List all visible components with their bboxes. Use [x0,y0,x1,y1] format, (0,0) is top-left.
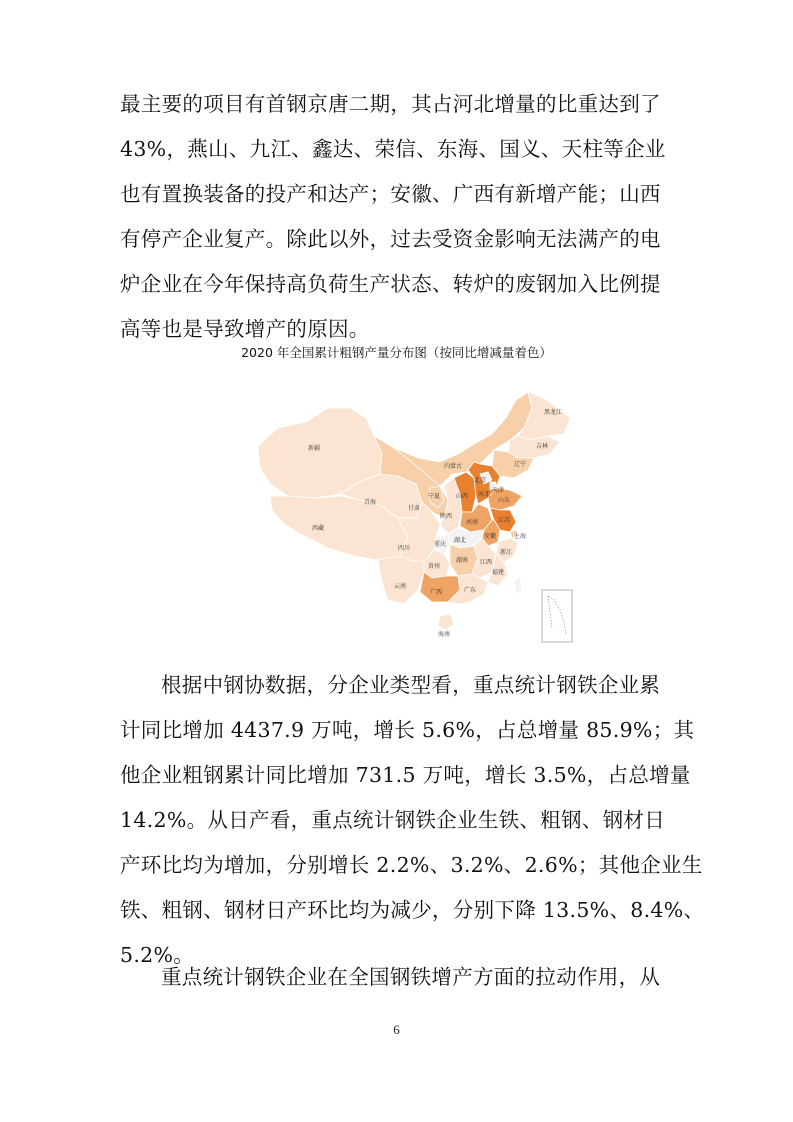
text-line: 计同比增加 4437.9 万吨，增长 5.6%，占总增量 85.9%；其 [120,718,695,742]
label-xinjiang: 新疆 [308,445,321,452]
province-hainan [438,614,454,630]
text-line: 最主要的项目有首钢京唐二期，其占河北增量的比重达到了 [120,92,661,116]
south-china-sea-inset [542,590,572,642]
label-neimenggu: 内蒙古 [444,463,463,470]
figure-caption: 2020 年全国累计粗钢产量分布图（按同比增减量着色） [241,345,552,360]
label-zhejiang: 浙江 [500,549,513,556]
text-line: 高等也是导致增产的原因。 [120,317,370,341]
label-heilongjiang: 黑龙江 [544,409,563,416]
paragraph-2 [120,663,705,978]
label-sichuan: 四川 [398,545,411,552]
label-anhui: 安徽 [484,533,497,540]
label-guangxi: 广西 [430,589,443,596]
label-tianjin: 天津 [492,487,505,494]
label-jiangxi: 江西 [480,559,493,566]
province-taiwan [514,576,522,594]
page-number: 6 [393,1022,400,1037]
paragraph-1 [120,82,680,352]
province-jilin [508,436,560,458]
label-shaanxi: 陕西 [440,513,453,520]
label-hunan: 湖南 [456,557,469,564]
text-line: 43%，燕山、九江、鑫达、荣信、东海、国义、天柱等企业 [120,137,666,161]
text-line: 他企业粗钢累计同比增加 731.5 万吨，增长 3.5%，占总增量 [120,763,691,787]
text-line: 5.2%。 [120,943,195,967]
label-hebei: 河北 [478,491,491,498]
label-henan: 河南 [466,519,479,526]
label-hubei: 湖北 [454,537,467,544]
paragraph-3 [120,955,680,1000]
text-line: 也有置换装备的投产和达产；安徽、广西有新增产能；山西 [120,182,661,206]
label-liaoning: 辽宁 [514,461,527,468]
label-jilin: 吉林 [536,443,549,450]
label-jiangsu: 江苏 [498,517,511,524]
text-line: 铁、粗钢、钢材日产环比均为减少，分别下降 13.5%、8.4%、 [120,898,705,922]
label-shanxi: 山西 [456,493,469,500]
label-fujian: 福建 [492,569,505,576]
text-line: 有停产企业复产。除此以外，过去受资金影响无法满产的电 [120,227,661,251]
label-qinghai: 青海 [364,499,377,506]
text-line: 炉企业在今年保持高负荷生产状态、转炉的废钢加入比例提 [120,272,661,296]
text-line: 14.2%。从日产看，重点统计钢铁企业生铁、粗钢、钢材日 [120,808,666,832]
label-guangdong: 广东 [464,587,477,594]
label-shandong: 山东 [498,497,511,504]
map-svg [248,378,578,650]
text-line: 根据中钢协数据，分企业类型看，重点统计钢铁企业累 [161,673,661,697]
label-guizhou: 贵州 [428,563,441,570]
china-steel-map [248,378,578,650]
label-shanghai: 上海 [514,533,527,540]
label-ningxia: 宁夏 [428,493,441,500]
label-chongqing: 重庆 [434,541,447,548]
label-yunnan: 云南 [394,583,407,590]
label-beijing: 北京 [474,477,487,484]
text-line: 产环比均为增加，分别增长 2.2%、3.2%、2.6%；其他企业生 [120,853,703,877]
label-gansu: 甘肃 [408,505,421,512]
label-hainan: 海南 [438,631,451,638]
label-xizang: 西藏 [312,525,325,532]
text-line: 重点统计钢铁企业在全国钢铁增产方面的拉动作用，从 [161,965,661,989]
province-yunnan [378,556,424,604]
